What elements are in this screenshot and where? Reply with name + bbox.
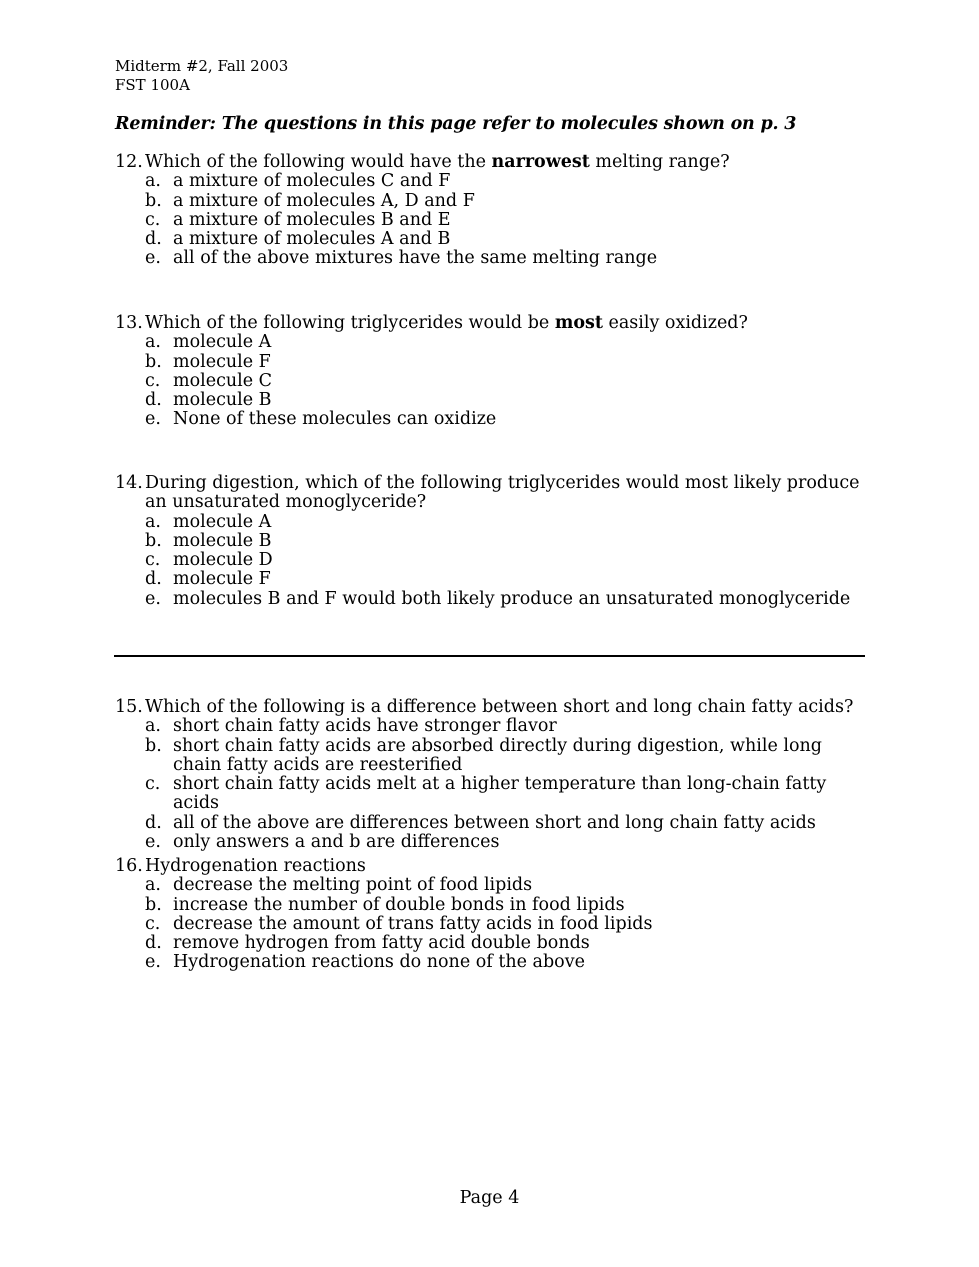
choice-text: molecule B (173, 390, 272, 411)
choice-letter: e. (145, 409, 161, 430)
choice-d (115, 391, 875, 410)
choice-e (115, 249, 875, 268)
choice-text: a mixture of molecules C and F (173, 171, 451, 192)
choice-letter: b. (145, 894, 162, 915)
choice-a (115, 513, 875, 532)
choice-letter: a. (145, 875, 161, 896)
choice-b (115, 532, 875, 551)
section-divider (114, 655, 865, 657)
choice-text: molecule D (173, 550, 273, 571)
choice-d (115, 814, 875, 833)
choice-text: molecule F (173, 351, 271, 372)
exam-title: Midterm #2, Fall 2003 (115, 57, 289, 75)
question-stem (115, 153, 875, 172)
page-number: Page 4 (459, 1188, 520, 1208)
course-code: FST 100A (115, 76, 190, 94)
choice-text: decrease the amount of trans fatty acids in food lipids (173, 913, 653, 934)
choice-letter: c. (145, 550, 161, 571)
choice-c (115, 551, 875, 570)
question-stem (115, 698, 875, 717)
question-number: 16. (115, 856, 143, 876)
question-stem (115, 857, 875, 876)
choice-text: increase the number of double bonds in food lipids (173, 894, 625, 915)
choice-c (115, 915, 875, 934)
choice-d (115, 570, 875, 589)
choice-text: molecule B (173, 530, 272, 551)
choice-a (115, 333, 875, 352)
choice-b (115, 353, 875, 372)
answer-choices (115, 172, 875, 268)
choice-text: molecule A (173, 511, 272, 532)
choice-text: molecule F (173, 569, 271, 590)
choice-a (115, 172, 875, 191)
answer-choices (115, 876, 875, 972)
question-16 (115, 857, 875, 973)
question-13 (115, 314, 875, 430)
choice-c (115, 372, 875, 391)
choice-d (115, 934, 875, 953)
answer-choices (115, 333, 875, 429)
choice-e (115, 410, 875, 429)
choice-b (115, 896, 875, 915)
choice-letter: e. (145, 952, 161, 973)
answer-choices (115, 717, 875, 852)
answer-choices (115, 513, 875, 609)
stem-text: Which of the following would have the (145, 152, 492, 172)
stem-emphasis: most (554, 313, 603, 333)
stem-text: Which of the following triglycerides would be (145, 313, 555, 333)
question-12 (115, 153, 875, 269)
choice-letter: a. (145, 332, 161, 353)
choice-text: molecules B and F would both likely produce an unsaturated monoglyceride (173, 588, 851, 609)
document-header (115, 57, 288, 95)
choice-letter: c. (145, 774, 161, 795)
choice-text: decrease the melting point of food lipids (173, 875, 533, 896)
choice-letter: e. (145, 248, 161, 269)
choice-a (115, 717, 875, 736)
choice-letter: b. (145, 190, 162, 211)
question-number: 14. (115, 473, 143, 493)
question-number: 12. (115, 152, 143, 172)
question-14 (115, 474, 875, 609)
stem-text: During digestion, which of the following triglycerides would most likely produce an unsaturated monoglyceride? (145, 473, 860, 513)
choice-text: None of these molecules can oxidize (173, 409, 497, 430)
choice-text: short chain fatty acids melt at a higher temperature than long-chain fatty acids (173, 774, 827, 814)
choice-letter: a. (145, 171, 161, 192)
choice-text: all of the above mixtures have the same melting range (173, 248, 658, 269)
stem-emphasis: narrowest (491, 152, 590, 172)
choice-letter: e. (145, 832, 161, 853)
choice-a (115, 876, 875, 895)
choice-c (115, 211, 875, 230)
question-stem (115, 314, 875, 333)
choice-letter: d. (145, 229, 162, 250)
choice-letter: d. (145, 569, 162, 590)
question-15 (115, 698, 875, 852)
choice-text: short chain fatty acids are absorbed directly during digestion, while long chain fatty acids are reesterified (173, 735, 822, 775)
choice-letter: c. (145, 913, 161, 934)
choice-letter: c. (145, 370, 161, 391)
choice-text: all of the above are differences between short and long chain fatty acids (173, 812, 816, 833)
choice-letter: e. (145, 588, 161, 609)
choice-b (115, 737, 875, 776)
question-number: 13. (115, 313, 143, 333)
question-number: 15. (115, 697, 143, 717)
choice-text: remove hydrogen from fatty acid double bonds (173, 933, 590, 954)
stem-text-end: melting range? (589, 152, 730, 172)
choice-letter: b. (145, 735, 162, 756)
choice-text: short chain fatty acids have stronger flavor (173, 716, 557, 737)
choice-text: only answers a and b are differences (173, 832, 500, 853)
choice-e (115, 953, 875, 972)
choice-e (115, 833, 875, 852)
choice-letter: d. (145, 390, 162, 411)
choice-text: Hydrogenation reactions do none of the above (173, 952, 585, 973)
stem-text: Hydrogenation reactions (145, 856, 366, 876)
choice-c (115, 775, 875, 814)
choice-letter: c. (145, 209, 161, 230)
choice-letter: a. (145, 716, 161, 737)
stem-text-end: easily oxidized? (602, 313, 748, 333)
choice-text: a mixture of molecules B and E (173, 209, 451, 230)
stem-text: Which of the following is a difference between short and long chain fatty acids? (145, 697, 854, 717)
choice-letter: b. (145, 530, 162, 551)
choice-e (115, 590, 875, 609)
choice-text: molecule A (173, 332, 272, 353)
question-stem (115, 474, 875, 513)
choice-text: molecule C (173, 370, 273, 391)
choice-letter: d. (145, 933, 162, 954)
choice-b (115, 192, 875, 211)
choice-letter: d. (145, 812, 162, 833)
choice-letter: b. (145, 351, 162, 372)
choice-d (115, 230, 875, 249)
choice-text: a mixture of molecules A and B (173, 229, 451, 250)
choice-letter: a. (145, 511, 161, 532)
choice-text: a mixture of molecules A, D and F (173, 190, 475, 211)
reminder-note: Reminder: The questions in this page refer to molecules shown on p. 3 (115, 114, 797, 134)
